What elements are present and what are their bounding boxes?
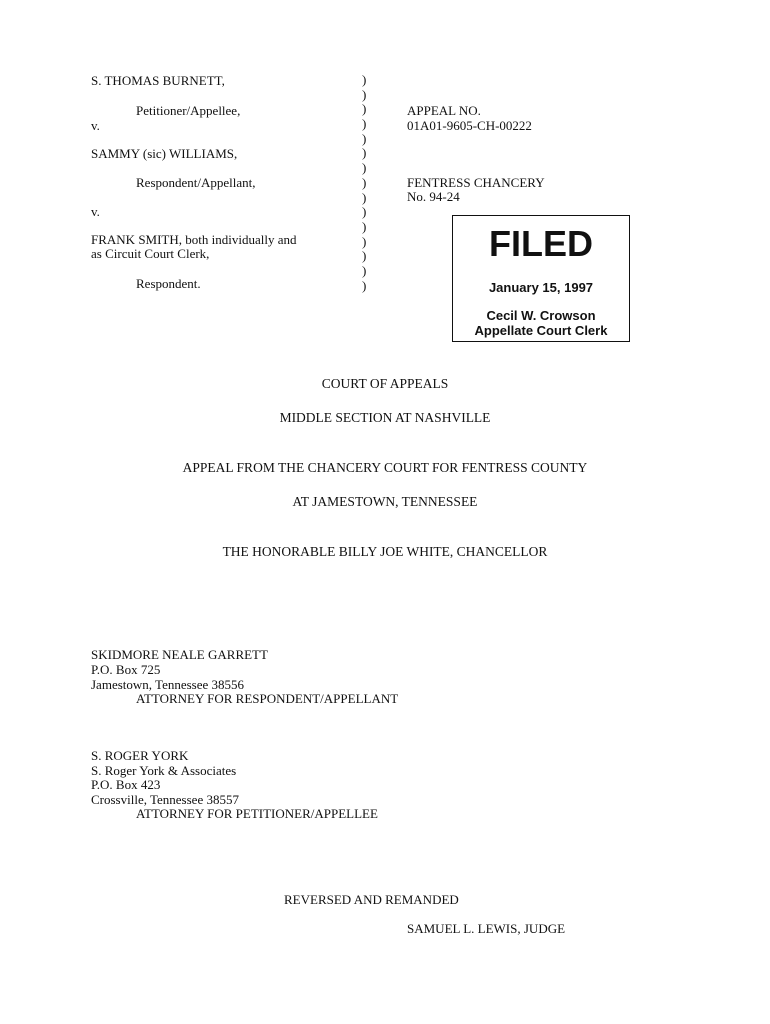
appeal-label: APPEAL NO.: [407, 103, 481, 118]
author-judge: SAMUEL L. LEWIS, JUDGE: [407, 921, 566, 936]
paren: ): [362, 277, 367, 293]
attorney1-box: P.O. Box 725: [91, 662, 161, 677]
paren: ): [362, 116, 367, 132]
attorney2-name: S. ROGER YORK: [91, 748, 189, 763]
trial-court-number: No. 94-24: [407, 189, 460, 204]
clerk-name: Cecil W. Crowson: [486, 308, 596, 323]
paren: ): [362, 86, 367, 102]
court-heading: COURT OF APPEALS: [321, 376, 449, 391]
filed-clerk: [453, 308, 629, 338]
appeal-number: 01A01-9605-CH-00222: [407, 118, 532, 133]
paren: ): [362, 72, 367, 87]
party2-name: SAMMY (sic) WILLIAMS,: [91, 146, 238, 161]
party1-role: Petitioner/Appellee,: [136, 103, 241, 118]
attorney2-firm: S. Roger York & Associates: [91, 763, 237, 778]
paren: ): [362, 218, 367, 234]
party2-role: Respondent/Appellant,: [136, 175, 256, 190]
section-heading: MIDDLE SECTION AT NASHVILLE: [279, 410, 491, 425]
caption-divider: [362, 73, 372, 293]
paren: ): [362, 204, 367, 220]
paren: ): [362, 262, 367, 278]
location-heading: AT JAMESTOWN, TENNESSEE: [292, 494, 478, 509]
disposition: REVERSED AND REMANDED: [284, 892, 459, 907]
party3-name: FRANK SMITH, both individually and: [91, 232, 297, 247]
paren: ): [362, 233, 367, 249]
attorney1-role: ATTORNEY FOR RESPONDENT/APPELLANT: [136, 691, 399, 706]
attorney2-role: ATTORNEY FOR PETITIONER/APPELLEE: [136, 806, 378, 821]
party3-capacity: as Circuit Court Clerk,: [91, 246, 210, 261]
paren: ): [362, 130, 367, 146]
trial-judge-heading: THE HONORABLE BILLY JOE WHITE, CHANCELLOR: [222, 544, 548, 559]
clerk-title: Appellate Court Clerk: [474, 323, 608, 338]
attorney1-city: Jamestown, Tennessee 38556: [91, 677, 245, 692]
versus-1: v.: [91, 118, 100, 133]
paren: ): [362, 145, 367, 161]
party3-role: Respondent.: [136, 276, 201, 291]
attorney2-city: Crossville, Tennessee 38557: [91, 792, 239, 807]
paren: ): [362, 248, 367, 264]
party1-name: S. THOMAS BURNETT,: [91, 73, 225, 88]
filed-stamp: [452, 215, 630, 342]
paren: ): [362, 189, 367, 205]
paren: ): [362, 101, 367, 117]
attorney1-name: SKIDMORE NEALE GARRETT: [91, 647, 268, 662]
paren: ): [362, 174, 367, 190]
versus-2: v.: [91, 204, 100, 219]
trial-court: FENTRESS CHANCERY: [407, 175, 545, 190]
attorney2-box: P.O. Box 423: [91, 777, 161, 792]
filed-title: FILED: [489, 223, 593, 264]
filed-date: January 15, 1997: [488, 280, 594, 295]
paren: ): [362, 160, 367, 176]
appeal-from-heading: APPEAL FROM THE CHANCERY COURT FOR FENTRESS COUNTY: [182, 460, 588, 475]
